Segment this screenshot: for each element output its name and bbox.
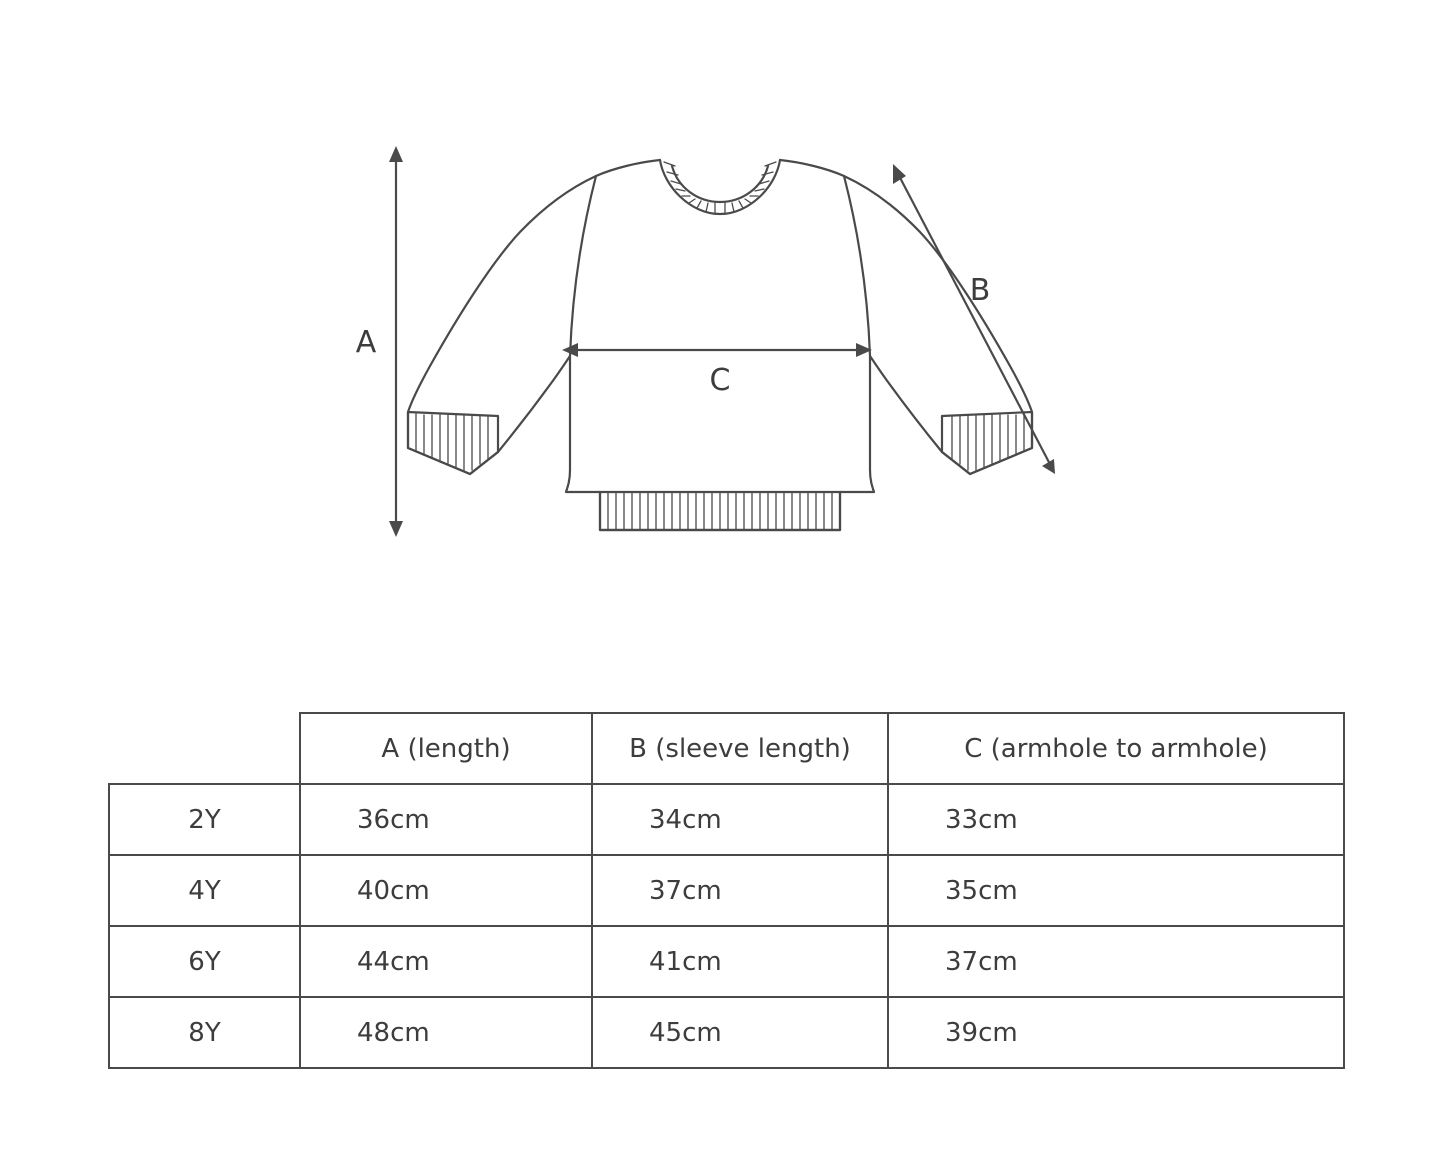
cell-c: 33cm [888,784,1344,855]
column-header-a: A (length) [300,713,592,784]
left-armhole-seam [570,176,596,356]
right-armhole-seam [844,176,870,356]
measure-c-arrow [562,343,872,357]
cell-a: 40cm [300,855,592,926]
measure-a-arrow [389,146,403,537]
table-row [109,855,1344,926]
hem-ribbing-lines [608,492,832,530]
label-a: A [355,325,377,360]
row-header-size: 8Y [109,997,300,1068]
table-header-row [109,713,1344,784]
table-corner-cell [109,713,300,784]
neckline-outer [660,160,780,214]
row-header-size: 6Y [109,926,300,997]
cell-c: 39cm [888,997,1344,1068]
right-cuff-outline [942,412,1032,474]
label-b: B [969,273,991,308]
label-c: C [709,363,731,398]
left-cuff-outline [408,412,498,474]
cell-b: 37cm [592,855,888,926]
cell-a: 48cm [300,997,592,1068]
cell-a: 36cm [300,784,592,855]
neck-ribbing [664,162,776,214]
table-row [109,926,1344,997]
size-table [108,712,1345,1069]
cell-c: 35cm [888,855,1344,926]
left-cuff-ribbing [416,414,488,471]
measure-b-arrow [893,164,1055,474]
table-row [109,997,1344,1068]
cell-b: 41cm [592,926,888,997]
column-header-c: C (armhole to armhole) [888,713,1344,784]
table-row [109,784,1344,855]
cell-b: 45cm [592,997,888,1068]
column-header-b: B (sleeve length) [592,713,888,784]
right-cuff-ribbing [952,414,1024,471]
row-header-size: 2Y [109,784,300,855]
sweater-body-outline [408,160,1032,530]
cell-a: 44cm [300,926,592,997]
cell-c: 37cm [888,926,1344,997]
row-header-size: 4Y [109,855,300,926]
cell-b: 34cm [592,784,888,855]
